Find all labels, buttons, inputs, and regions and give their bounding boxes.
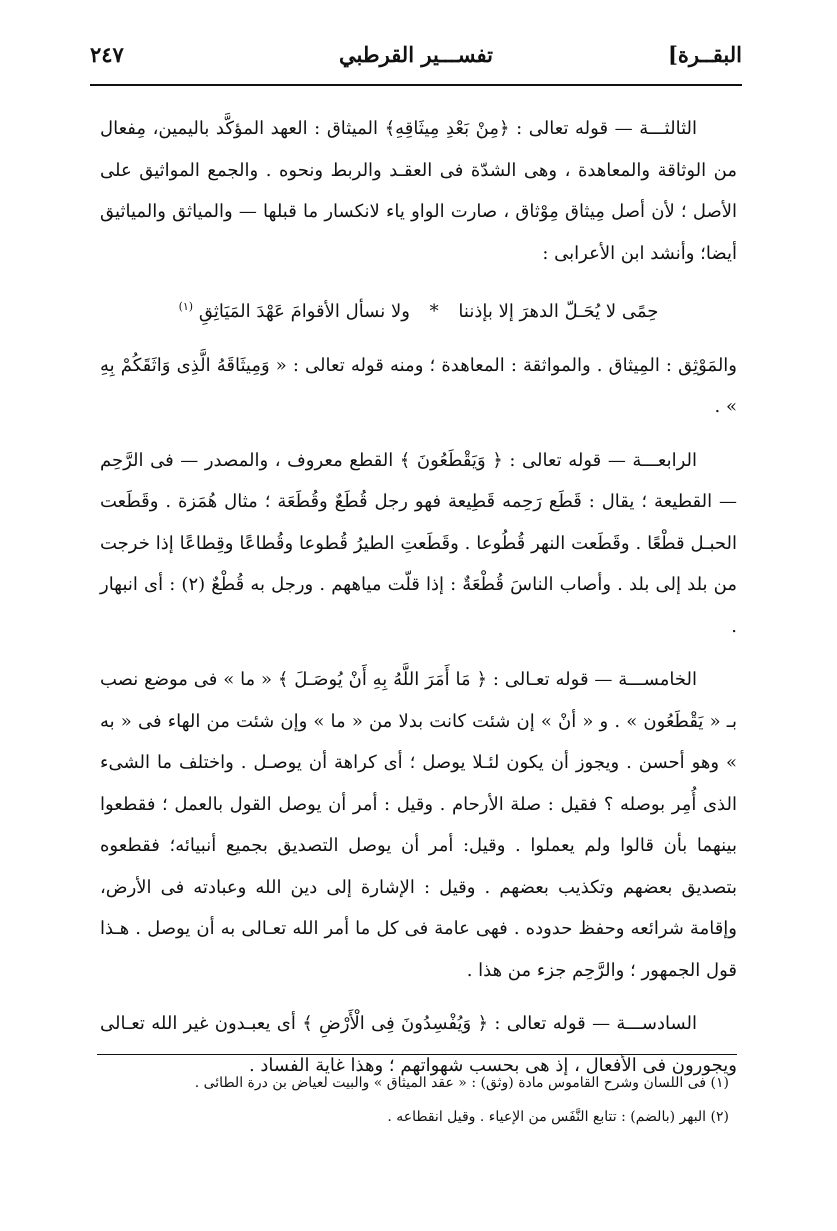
paragraph-mawthiq: والمَوْثِق : المِيثاق . والمواثقة : المعاهدة ؛ ومنه قوله تعالى : « وَمِيثَاقَهُ الَّذِى وَاثَقَكُمْ بِهِ » . bbox=[100, 354, 737, 417]
page-number: ٢٤٧ bbox=[90, 42, 124, 67]
footnote-1: (١) فى اللسان وشرح القاموس مادة (وثق) : « عقد الميثاق » والبيت لعياض بن درة الطائى . bbox=[194, 1075, 729, 1091]
header-sura-name: البقــرة] bbox=[667, 42, 742, 67]
header-book-title: تفســـير القرطبي bbox=[339, 42, 493, 67]
verse-first-hemistich: حِمًى لا يُحَـلّ الدهرَ إلا بإذننا bbox=[458, 301, 659, 322]
verse-separator: * bbox=[429, 301, 439, 322]
footnote-marker: (١) bbox=[178, 300, 194, 313]
paragraph-fourth: الرابعـــة — قوله تعالى : ﴿ وَيَقْطَعُونَ ﴾ القطع معروف ، والمصدر — فى الرَّحِم — القطيعة ؛ يقال : قَطَع رَحِمه قَطِيعة فهو رجل قُطَعٌ وقُطَعَة ؛ مثال هُمَزة . وقَطَعت الحبـل قطْعًا . وقَطَعت النهر قُطُوعا . وقَطَعتِ الطيرُ قُطوعا وقُطاعًا وقِطاعًا إذا خرجت من بلد إلى بلد . وأصاب الناسَ قُطْعَةٌ : إذا قلّت مياههم . ورجل به قُطْعٌ (٢) : أى انبهار . bbox=[100, 449, 737, 637]
paragraph-third: الثالثـــة — قوله تعالى : ﴿مِنْ بَعْدِ مِيثَاقِهِ﴾ الميثاق : العهد المؤكَّد باليمين، مِفعال من الوثاقة والمعاهدة ، وهى الشدّة فى العقـد والربط ونحوه . والجمع المواثيق على الأصل ؛ لأن أصل مِيثاق مِوْثاق ، صارت الواو ياء لانكسار ما قبلها — والمياثق والمياثيق أيضا؛ وأنشد ابن الأعرابى : bbox=[100, 118, 737, 264]
verse-second-hemistich: ولا نسأل الأقوامَ عَهْدَ المَيَاثِقِ bbox=[198, 301, 410, 322]
main-text bbox=[100, 108, 737, 1098]
footnotes bbox=[100, 1066, 729, 1134]
footnote-2: (٢) البهر (بالضم) : تتابع النَّفَس من الإعياء . وقيل انقطاعه . bbox=[387, 1109, 729, 1125]
footnote-divider bbox=[97, 1054, 737, 1055]
paragraph-sixth: السادســـة — قوله تعالى : ﴿ وَيُفْسِدُونَ فِى الْأَرْضِ ﴾ أى يعبـدون غير الله تعـالى ويجورون فى الأفعال ، إذ هى بحسب شهواتهم ؛ وهذا غاية الفساد . bbox=[100, 1013, 737, 1076]
paragraph-fifth: الخامســـة — قوله تعـالى : ﴿ مَا أَمَرَ اللَّهُ بِهِ أَنْ يُوصَـلَ ﴾ « ما » فى موضع نصب بـ « يَقْطَعُون » . و « أنْ » إن شئت كانت بدلا من « ما » وإن شئت من الهاء فى « به » وهو أحسن . ويجوز أن يكون لئـلا يوصل ؛ أى كراهة أن يوصـل . واختلف ما الشىء الذى أُمِر بوصله ؟ فقيل : صلة الأرحام . وقيل : أمر أن يوصل القول بالعمل ؛ فقطعوا بينهما بأن قالوا ولم يعملوا . وقيل: أمر أن يوصل التصديق بجميع أنبيائه؛ فقطعوه بتصديق بعضهم وتكذيب بعضهم . وقيل : الإشارة إلى دين الله وعبادته فى الأرض، وإقامة شرائعه وحفظ حدوده . فهى عامة فى كل ما أمر الله تعـالى به أن يوصل . هـذا قول الجمهور ؛ والرَّحِم جزء من هذا . bbox=[100, 669, 737, 981]
poetry-verse bbox=[100, 286, 737, 333]
running-header bbox=[90, 38, 742, 86]
